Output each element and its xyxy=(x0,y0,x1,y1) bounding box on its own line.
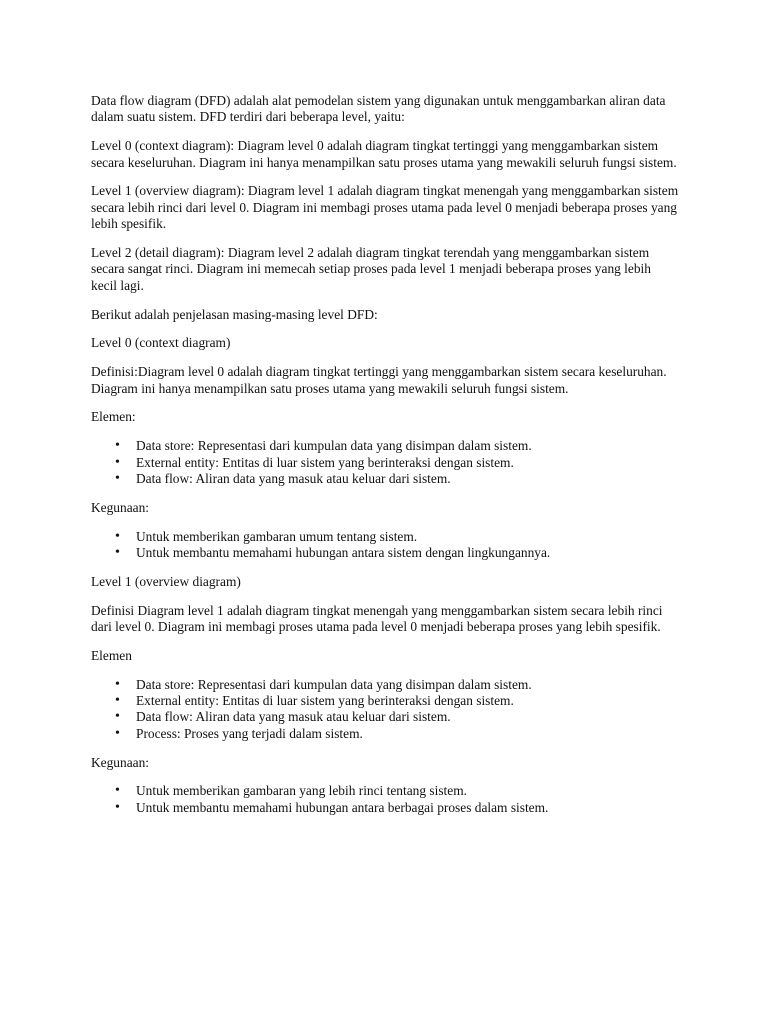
level1-summary-paragraph: Level 1 (overview diagram): Diagram level 1 adalah diagram tingkat menengah yang menggambarkan sistem secara lebih rinci dari level 0. Diagram ini membagi proses utama pada level 0 menjadi beberapa proses yang lebih spesifik. xyxy=(91,183,679,232)
level0-elements-list xyxy=(91,438,679,487)
level1-definition-paragraph: Definisi Diagram level 1 adalah diagram tingkat menengah yang menggambarkan sistem secara lebih rinci dari level 0. Diagram ini membagi proses utama pada level 0 menjadi beberapa proses yang lebih spesifik. xyxy=(91,602,663,635)
level0-definition-paragraph: Definisi:Diagram level 0 adalah diagram tingkat tertinggi yang menggambarkan sistem secara keseluruhan. Diagram ini hanya menampilkan satu proses utama yang mewakili seluruh fungsi sistem. xyxy=(91,364,667,396)
level1-elements-list xyxy=(91,677,679,743)
level1-uses-label: Kegunaan: xyxy=(91,754,150,770)
level0-elements-label: Elemen: xyxy=(91,409,136,425)
list-item: • External entity: Entitas di luar sistem yang berinteraksi dengan sistem. xyxy=(136,455,679,471)
level0-heading: Level 0 (context diagram) xyxy=(91,335,231,351)
list-item: • Untuk membantu memahami hubungan antara berbagai proses dalam sistem. xyxy=(136,800,679,816)
level0-summary-paragraph: Level 0 (context diagram): Diagram level 0 adalah diagram tingkat tertinggi yang menggambarkan sistem secara keseluruhan. Diagram ini hanya menampilkan satu proses utama yang mewakili seluruh fungsi sistem. xyxy=(91,138,677,170)
level2-summary-paragraph: Level 2 (detail diagram): Diagram level 2 adalah diagram tingkat terendah yang menggambarkan sistem secara sangat rinci. Diagram ini memecah setiap proses pada level 1 menjadi beberapa proses yang lebih kecil lagi. xyxy=(91,245,651,293)
list-item: • Process: Proses yang terjadi dalam sistem. xyxy=(136,726,679,742)
list-item: • Data store: Representasi dari kumpulan data yang disimpan dalam sistem. xyxy=(136,438,679,454)
level1-uses-list xyxy=(91,783,679,816)
list-item: • Data store: Representasi dari kumpulan data yang disimpan dalam sistem. xyxy=(136,677,679,693)
list-item: • Data flow: Aliran data yang masuk atau keluar dari sistem. xyxy=(136,709,679,725)
level0-uses-label: Kegunaan: xyxy=(91,499,150,515)
level1-heading: Level 1 (overview diagram) xyxy=(91,573,241,589)
level0-uses-list xyxy=(91,529,679,562)
list-item: • External entity: Entitas di luar sistem yang berinteraksi dengan sistem. xyxy=(136,693,679,709)
list-item: • Untuk memberikan gambaran umum tentang sistem. xyxy=(136,529,679,545)
document-page xyxy=(91,93,679,829)
explanation-intro-paragraph: Berikut adalah penjelasan masing-masing level DFD: xyxy=(91,306,378,322)
list-item: • Untuk membantu memahami hubungan antara sistem dengan lingkungannya. xyxy=(136,545,679,561)
list-item: • Untuk memberikan gambaran yang lebih rinci tentang sistem. xyxy=(136,783,679,799)
list-item: • Data flow: Aliran data yang masuk atau keluar dari sistem. xyxy=(136,471,679,487)
level1-elements-label: Elemen xyxy=(91,647,132,663)
intro-paragraph: Data flow diagram (DFD) adalah alat pemodelan sistem yang digunakan untuk menggambarkan aliran data dalam suatu sistem. DFD terdiri dari beberapa level, yaitu: xyxy=(91,93,666,125)
